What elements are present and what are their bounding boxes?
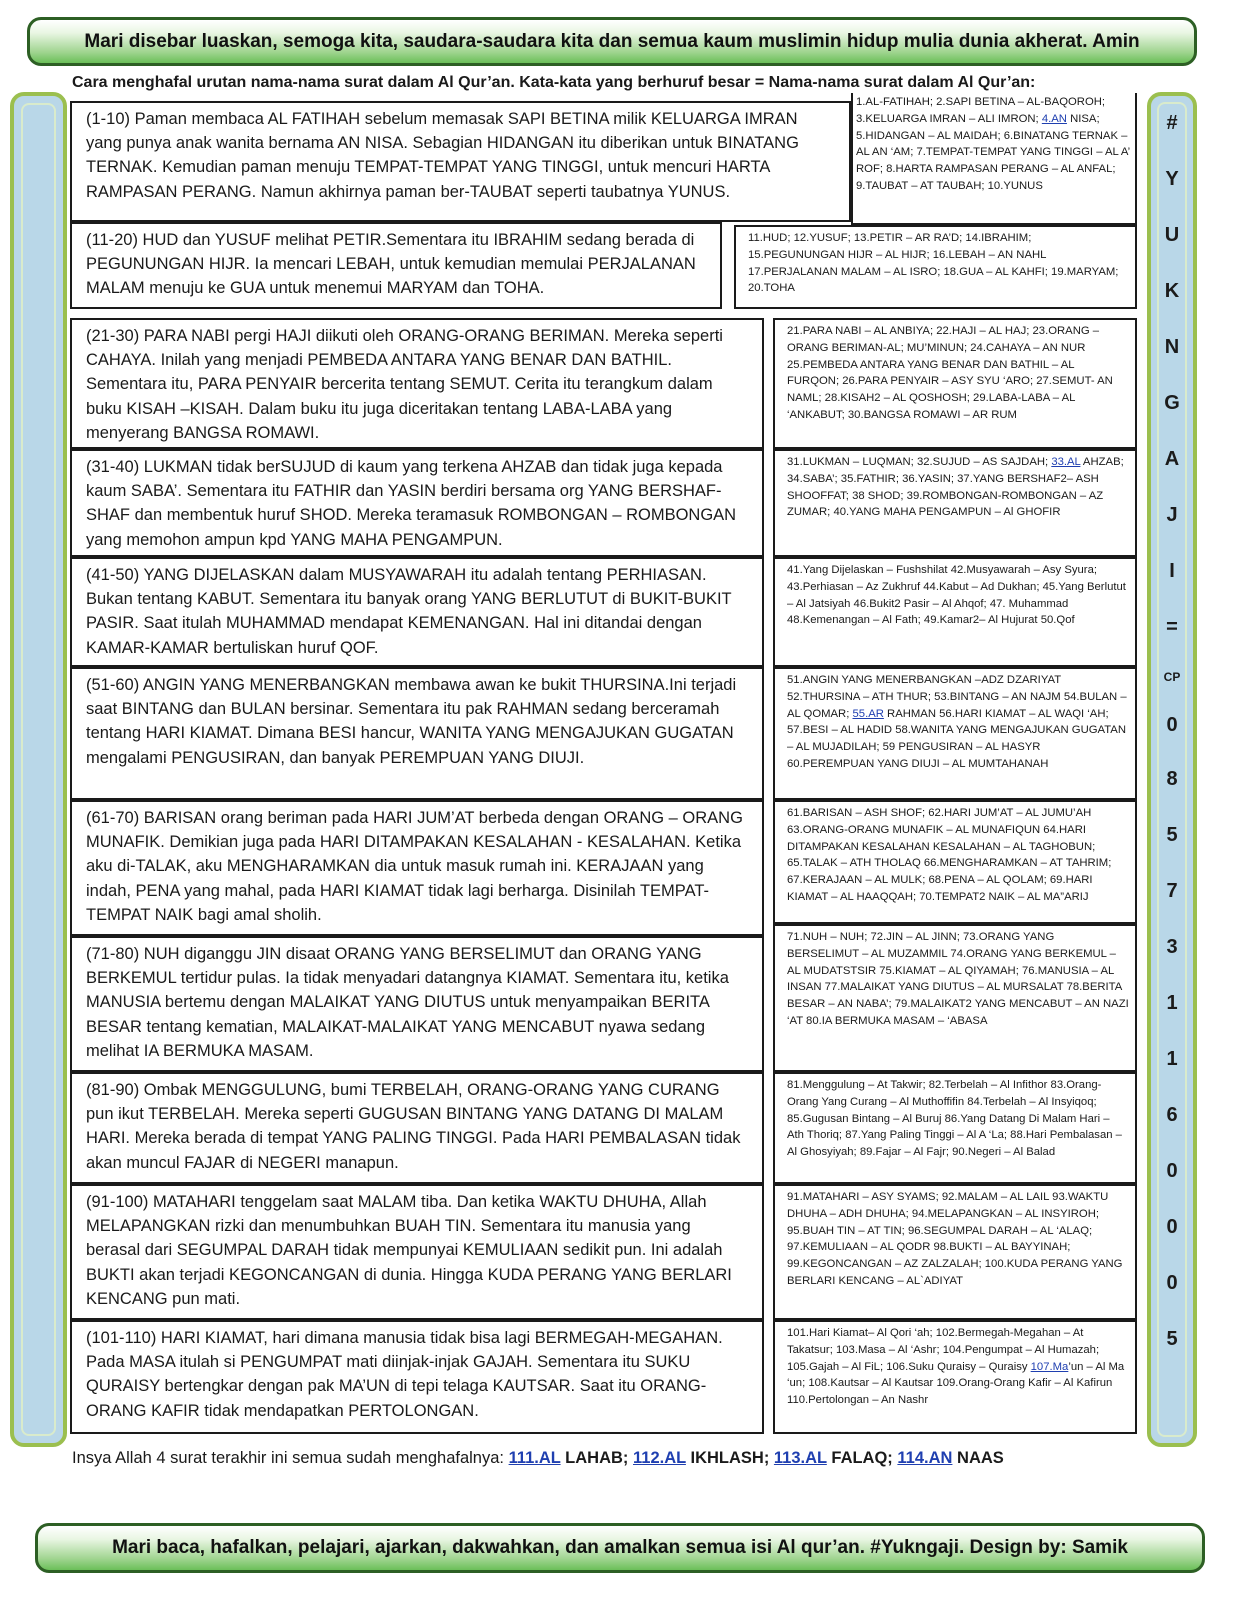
footer-link-113[interactable]: 113.AL — [773, 1449, 827, 1467]
reference-box — [773, 800, 1137, 924]
left-bar-inner — [21, 103, 56, 1436]
side-label-char: G — [1164, 392, 1180, 414]
reference-text: 41.Yang Dijelaskan – Fushshilat 42.Musyawarah – Asy Syura; 43.Perhiasan – Az Zukhruf 44.Kabut – Ad Dukhan; 45.Yang Berlutut – Al Jatsiyah 46.Bukit2 Pasir – Al Ahqof; 47. Muhammad 48.Kemenangan – Al Fath; 49.Kamar2– Al Hujurat 50.Qof — [787, 564, 1126, 627]
top-banner — [27, 17, 1197, 66]
story-text: (91-100) MATAHARI tenggelam saat MALAM tiba. Dan ketika WAKTU DHUHA, Allah MELAPANGKAN rizki dan menumbuhkan BUAH TIN. Sementara itu manusia yang berasal dari SEGUMPAL DARAH tidak mempunyai KEMULIAAN sedikit pun. Ini adalah BUKTI akan terjadi KEGONCANGAN di dunia. Hingga KUDA PERANG YANG BERLARI KENCANG pun mati. — [86, 1193, 732, 1308]
footer-surah-113: FALAQ; — [826, 1449, 898, 1467]
story-box — [70, 800, 764, 936]
side-label-char: 5 — [1166, 1328, 1178, 1350]
reference-text-cont: NISA; 5.HIDANGAN – AL MAIDAH; 6.BINATANG TERNAK – AL AN ‘AM; 7.TEMPAT-TEMPAT YANG TINGGI – AL A’ ROF; 8.HARTA RAMPASAN PERANG – AL ANFAL; 9.TAUBAT – AT TAUBAH; 10.YUNUS — [856, 112, 1130, 192]
side-label-char: Y — [1165, 168, 1179, 190]
reference-link[interactable]: 107.Ma — [1030, 1360, 1069, 1373]
footer-note-prefix: Insya Allah 4 surat terakhir ini semua sudah menghafalnya: — [72, 1449, 509, 1467]
reference-text: 31.LUKMAN – LUQMAN; 32.SUJUD – AS SAJDAH; — [787, 456, 1052, 468]
side-label-char: CP — [1163, 670, 1181, 684]
reference-text: 101.Hari Kiamat– Al Qori ‘ah; 102.Bermegah-Megahan – At Takatsur; 103.Masa – Al ‘Ashr; 104.Pengumpat – Al Humazah; 105.Gajah – Al FiL; 106.Suku Quraisy – Quraisy — [787, 1327, 1100, 1373]
story-box — [70, 1072, 764, 1184]
footer-surah-111: LAHAB; — [560, 1449, 633, 1467]
side-label-char: I — [1169, 560, 1175, 582]
bottom-banner — [35, 1523, 1205, 1573]
reference-text-cont: RAHMAN 56.HARI KIAMAT – AL WAQI ‘AH; 57.BESI – AL HADID 58.WANITA YANG MENGAJUKAN GUGATAN – AL MUJADILAH; 59 PENGUSIRAN – AL HASYR 60.PEREMPUAN YANG DIUJI – AL MUMTAHANAH — [787, 707, 1126, 770]
story-box — [70, 557, 764, 667]
side-label-char: 0 — [1166, 1160, 1178, 1182]
reference-box — [851, 93, 1137, 225]
reference-text-cont: AHZAB; 34.SABA’; 35.FATHIR; 36.YASIN; 37.YANG BERSHAF2– ASH SHOOFFAT; 38 SHOD; 39.ROMBONGAN-ROMBONGAN – AZ ZUMAR; 40.YANG MAHA PENGAMPUN – Al GHOFIR — [787, 456, 1124, 519]
side-label-char: N — [1164, 336, 1180, 358]
story-box — [70, 936, 764, 1072]
reference-text: 1.AL-FATIHAH; 2.SAPI BETINA – AL-BAQOROH; 3.KELUARGA IMRAN – ALI IMRON; — [856, 96, 1106, 125]
story-box — [70, 318, 764, 449]
side-label-char: 3 — [1166, 936, 1178, 958]
reference-link[interactable]: 33.AL — [1051, 456, 1081, 468]
bottom-banner-text: Mari baca, hafalkan, pelajari, ajarkan, dakwahkan, dan amalkan semua isi Al qur’an. #Yukngaji. Design by: Samik — [112, 1537, 1128, 1558]
story-box — [70, 1320, 764, 1434]
reference-box — [773, 924, 1137, 1072]
right-label-bar — [1147, 92, 1197, 1447]
side-label-char: J — [1166, 504, 1178, 526]
side-label-char: 1 — [1166, 992, 1178, 1014]
side-label-char: # — [1166, 112, 1178, 134]
story-text: (81-90) Ombak MENGGULUNG, bumi TERBELAH, ORANG-ORANG YANG CURANG pun ikut TERBELAH. Mereka seperti GUGUSAN BINTANG YANG DATANG DI MALAM HARI. Mereka berada di tempat YANG PALING TINGGI. Pada HARI PEMBALASAN tidak akan muncul FAJAR di NEGERI manapun. — [86, 1081, 741, 1172]
side-label-char: 5 — [1166, 824, 1178, 846]
side-label-char: A — [1164, 448, 1180, 470]
reference-box — [773, 318, 1137, 449]
story-text: (41-50) YANG DIJELASKAN dalam MUSYAWARAH itu adalah tentang PERHIASAN. Bukan tentang KABUT. Sementara itu banyak orang YANG BERLUTUT di BUKIT-BUKIT PASIR. Saat itulah MUHAMMAD mendapat KEMENANGAN. Hal ini ditandai dengan KAMAR-KAMAR bertuliskan huruf QOF. — [86, 566, 732, 657]
side-label-char: 7 — [1166, 880, 1178, 902]
side-label-char: 0 — [1166, 714, 1178, 736]
side-label-char: 1 — [1166, 1048, 1178, 1070]
reference-text: 51.ANGIN YANG MENERBANGKAN –ADZ DZARIYAT 52.THURSINA – ATH THUR; 53.BINTANG – AN NAJM 54.BULAN – AL QOMAR; — [787, 674, 1127, 720]
reference-box — [773, 557, 1137, 667]
story-text: (61-70) BARISAN orang beriman pada HARI JUM’AT berbeda dengan ORANG – ORANG MUNAFIK. Demikian juga pada HARI DITAMPAKAN KESALAHAN - KESALAHAN. Ketika aku di-TALAK, aku MENGHARAMKAN dia untuk masuk rumah ini. KERAJAAN yang indah, PENA yang mahal, pada HARI KIAMAT tidak lagi berharga. Disinilah TEMPAT-TEMPAT NAIK bagi amal sholih. — [86, 809, 743, 924]
reference-box — [734, 225, 1137, 309]
top-banner-text: Mari disebar luaskan, semoga kita, saudara-saudara kita dan semua kaum muslimin hidup mulia dunia akherat. Amin — [84, 30, 1140, 52]
reference-text: 91.MATAHARI – ASY SYAMS; 92.MALAM – AL LAIL 93.WAKTU DHUHA – ADH DHUHA; 94.MELAPANGKAN – AL INSYIROH; 95.BUAH TIN – AT TIN; 96.SEGUMPAL DARAH – AL ‘ALAQ; 97.KEMULIAAN – AL QODR 98.BUKTI – AL BAYYINAH; 99.KEGONCANGAN – AZ ZALZALAH; 100.KUDA PERANG YANG BERLARI KENCANG – AL`ADIYAT — [787, 1191, 1123, 1287]
side-label-char: 0 — [1166, 1272, 1178, 1294]
page-title: Cara menghafal urutan nama-nama surat dalam Al Qur’an. Kata-kata yang berhuruf besar = Nama-nama surat dalam Al Qur’an: — [72, 74, 1036, 91]
reference-box — [773, 449, 1137, 557]
reference-text: 71.NUH – NUH; 72.JIN – AL JINN; 73.ORANG YANG BERSELIMUT – AL MUZAMMIL 74.ORANG YANG BERKEMUL – AL MUDATSTSIR 75.KIAMAT – AL QIYAMAH; 76.MANUSIA – AL INSAN 77.MALAIKAT YANG DIUTUS – AL MURSALAT 78.BERITA BESAR – AN NABA’; 79.MALAIKAT2 YANG MENCABUT – AN NAZI ‘AT 80.IA BERMUKA MASAM – ‘ABASA — [787, 931, 1129, 1027]
story-box — [70, 1184, 764, 1320]
side-label-char: 6 — [1166, 1104, 1178, 1126]
story-text: (101-110) HARI KIAMAT, hari dimana manusia tidak bisa lagi BERMEGAH-MEGAHAN. Pada MASA itulah si PENGUMPAT mati diinjak-injak GAJAH. Sementara itu SUKU QURAISY bertengkar dengan pak MA’UN di tepi telaga KAUTSAR. Saat itu ORANG-ORANG KAFIR tidak mendapatkan PERTOLONGAN. — [86, 1329, 723, 1420]
footer-link-112[interactable]: 112.AL — [633, 1449, 686, 1467]
reference-link[interactable]: 55.AR — [852, 707, 884, 720]
story-text: (31-40) LUKMAN tidak berSUJUD di kaum yang terkena AHZAB dan tidak juga kepada kaum SABA’. Sementara itu FATHIR dan YASIN berdiri bersama org YANG BERSHAF-SHAF dan membentuk huruf SHOD. Mereka teramasuk ROMBONGAN – ROMBONGAN yang memohon ampun kpd YANG MAHA PENGAMPUN. — [86, 458, 737, 549]
reference-box — [773, 1072, 1137, 1184]
reference-text: 11.HUD; 12.YUSUF; 13.PETIR – AR RA’D; 14.IBRAHIM; 15.PEGUNUNGAN HIJR – AL HIJR; 16.LEBAH – AN NAHL 17.PERJALANAN MALAM – AL ISRO; 18.GUA – AL KAHFI; 19.MARYAM; 20.TOHA — [748, 232, 1119, 295]
reference-text: 81.Menggulung – At Takwir; 82.Terbelah – Al Infithor 83.Orang-Orang Yang Curang – Al Muthoffifin 84.Terbelah – Al Insyiqoq; 85.Gugusan Bintang – Al Buruj 86.Yang Datang Di Malam Hari – Ath Thoriq; 87.Yang Paling Tinggi – Al A ‘La; 88.Hari Pembalasan – Al Ghosyiyah; 89.Fajar – Al Fajr; 90.Negeri – Al Balad — [787, 1079, 1122, 1159]
reference-box — [773, 667, 1137, 800]
story-text: (11-20) HUD dan YUSUF melihat PETIR.Sementara itu IBRAHIM sedang berada di PEGUNUNGAN HIJR. Ia mencari LEBAH, untuk kemudian memulai PERJALANAN MALAM menuju ke GUA untuk menemui MARYAM dan TOHA. — [86, 231, 696, 298]
side-label-char: 8 — [1166, 768, 1178, 790]
side-label-char: U — [1164, 224, 1180, 246]
right-bar-inner — [1157, 102, 1187, 1437]
reference-link[interactable]: 4.AN — [1041, 112, 1067, 125]
reference-box — [773, 1184, 1137, 1320]
footer-link-114[interactable]: 114.AN — [897, 1449, 953, 1467]
side-label-char: 0 — [1166, 1216, 1178, 1238]
reference-text: 61.BARISAN – ASH SHOF; 62.HARI JUM’AT – AL JUMU’AH 63.ORANG-ORANG MUNAFIK – AL MUNAFIQUN 64.HARI DITAMPAKAN KESALAHAN KESALAHAN – AL TAGHOBUN; 65.TALAK – ATH THOLAQ 66.MENGHARAMKAN – AT TAHRIM; 67.KERAJAAN – AL MULK; 68.PENA – AL QOLAM; 69.HARI KIAMAT – AL HAAQQAH; 70.TEMPAT2 NAIK – AL MA”ARIJ — [787, 807, 1112, 903]
story-box — [70, 449, 764, 557]
reference-text-cont: ’un – Al Ma ‘un; 108.Kautsar – Al Kautsar 109.Orang-Orang Kafir – Al Kafirun 110.Pertolongan – An Nashr — [787, 1360, 1125, 1407]
reference-box — [773, 1320, 1137, 1434]
left-decorative-bar — [10, 92, 67, 1447]
story-box — [70, 667, 764, 800]
story-text: (71-80) NUH diganggu JIN disaat ORANG YANG BERSELIMUT dan ORANG YANG BERKEMUL tertidur pulas. Ia tidak menyadari datangnya KIAMAT. Sementara itu, ketika MANUSIA bertemu dengan MALAIKAT YANG DIUTUS untuk menyampaikan BERITA BESAR tentang kematian, MALAIKAT-MALAIKAT YANG MENCABUT nyawa sedang melihat IA BERMUKA MASAM. — [86, 945, 729, 1060]
story-text: (1-10) Paman membaca AL FATIHAH sebelum memasak SAPI BETINA milik KELUARGA IMRAN yang punya anak wanita bernama AN NISA. Sebagian HIDANGAN itu diberikan untuk BINATANG TERNAK. Kemudian paman menuju TEMPAT-TEMPAT YANG TINGGI, untuk mencuri HARTA RAMPASAN PERANG. Namun akhirnya paman ber-TAUBAT seperti taubatnya YUNUS. — [86, 110, 799, 201]
footer-surah-112: IKHLASH; — [685, 1449, 774, 1467]
story-text: (51-60) ANGIN YANG MENERBANGKAN membawa awan ke bukit THURSINA.Ini terjadi saat BINTANG dan BULAN bersinar. Sementara itu pak RAHMAN sedang berceramah tentang HARI KIAMAT. Dimana BESI hancur, WANITA YANG MENGAJUKAN GUGATAN mengalami PENGUSIRAN, dan banyak PEREMPUAN YANG DIUJI. — [86, 676, 737, 767]
reference-text: 21.PARA NABI – AL ANBIYA; 22.HAJI – AL HAJ; 23.ORANG – ORANG BERIMAN-AL; MU’MINUN; 24.CAHAYA – AN NUR 25.PEMBEDA ANTARA YANG BENAR DAN BATHIL – AL FURQON; 26.PARA PENYAIR – ASY SYU ‘ARO; 27.SEMUT- AN NAML; 28.KISAH2 – AL QOSHOSH; 29.LABA-LABA – AL ‘ANKABUT; 30.BANGSA ROMAWI – AR RUM — [787, 325, 1113, 421]
footer-note — [72, 1449, 1004, 1468]
side-label-char: K — [1164, 280, 1180, 302]
footer-surah-114: NAAS — [952, 1449, 1004, 1467]
footer-link-111[interactable]: 111.AL — [508, 1449, 561, 1467]
story-box — [70, 101, 851, 222]
story-text: (21-30) PARA NABI pergi HAJI diikuti oleh ORANG-ORANG BERIMAN. Mereka seperti CAHAYA. Inilah yang menjadi PEMBEDA ANTARA YANG BENAR DAN BATHIL. Sementara itu, PARA PENYAIR bercerita tentang SEMUT. Cerita itu terangkum dalam buku KISAH –KISAH. Dalam buku itu juga diceritakan tentang LABA-LABA yang menyerang BANGSA ROMAWI. — [86, 327, 723, 442]
story-box — [70, 222, 722, 309]
side-label-char: = — [1166, 616, 1178, 638]
